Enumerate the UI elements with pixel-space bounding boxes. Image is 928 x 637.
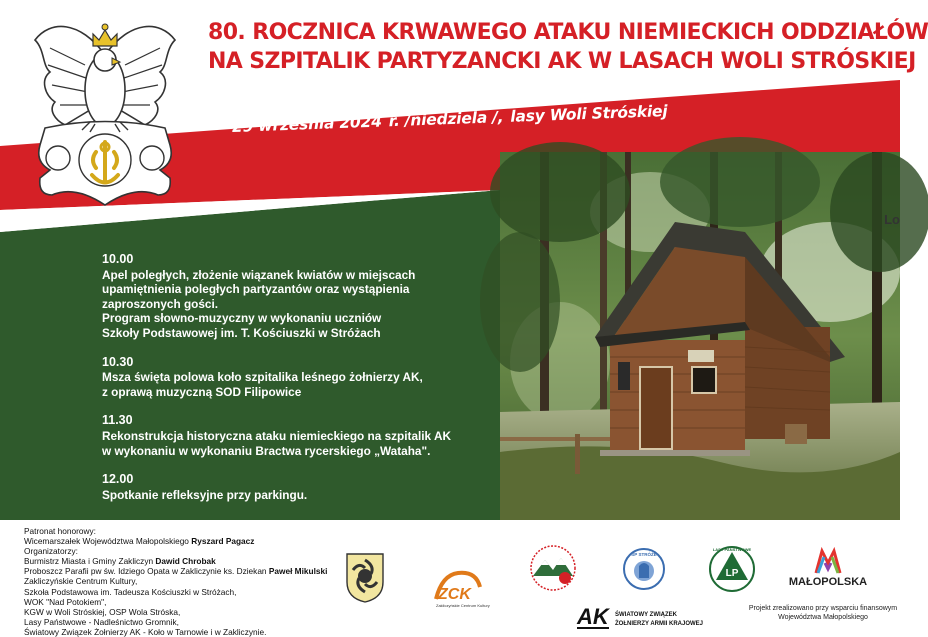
footer-line: WOK "Nad Potokiem",: [24, 596, 107, 607]
footer-line: Światowy Związek Żołnierzy AK - Koło w Tarnowie i w Zakliczynie.: [24, 626, 267, 637]
schedule-item: [102, 252, 497, 341]
lp-letters: LP: [725, 568, 739, 579]
schedule-line: Spotkanie refleksyjne przy parkingu.: [102, 487, 308, 502]
event-place: lasy Woli Stróskiej: [510, 102, 668, 126]
ak-letters: AK: [577, 604, 609, 629]
schedule-time: 10.30: [102, 354, 134, 369]
schedule-line: Apel poległych, złożenie wiązanek kwiatów w miejscach: [102, 267, 416, 282]
malopolska-text: MAŁOPOLSKA: [788, 576, 868, 588]
schedule-line: Rekonstrukcja historyczna ataku niemieckiego na szpitalik AK: [102, 428, 451, 443]
sp-stroze-logo-icon: [622, 544, 666, 594]
ak-line-2: ŻOŁNIERZY ARMII KRAJOWEJ: [615, 621, 704, 627]
schedule-item: [102, 472, 497, 502]
footer-line: Organizatorzy:: [24, 546, 78, 557]
organizers-list: [24, 526, 344, 637]
lasy-panstwowe-logo-icon: [708, 544, 756, 594]
project-note: [748, 604, 898, 622]
sp-logo-text: SP STRÓŻE: [631, 552, 657, 557]
title-line-1: 80. ROCZNICA KRWAWEGO ATAKU NIEMIECKICH ODDZIAŁÓW: [208, 20, 928, 45]
project-note-line: Projekt zrealizowano przy wsparciu finansowym: [748, 605, 898, 612]
schedule-time: 10.00: [102, 252, 134, 266]
wok-nad-potokiem-logo-icon: [525, 544, 581, 592]
schedule-line: zaproszonych gości.: [102, 296, 219, 311]
event-date: 29 września 2024: [231, 112, 383, 136]
schedule-item: [102, 413, 497, 458]
footer-line: Patronat honorowy:: [24, 526, 96, 536]
schedule-line: z oprawą muzyczną SOD Filipowice: [102, 384, 302, 399]
project-note-line: Województwa Małopolskiego: [778, 614, 868, 621]
footer-line: Proboszcz Parafii pw św. Idziego Opata w Zakliczynie ks. Dziekan Paweł Mikulski: [24, 566, 328, 577]
ak-line-1: ŚWIATOWY ZWIĄZEK: [615, 612, 677, 618]
eagle-emblem-icon: [20, 10, 190, 215]
zck-subtitle: Zakliczyńskie Centrum Kultury: [436, 603, 490, 608]
swiatowy-zwiazek-ak-logo-icon: [575, 604, 715, 634]
poster-title: [208, 18, 928, 76]
schedule-line: w wykonaniu w wykonaniu Bractwa rycerskiego „Wataha".: [102, 443, 431, 458]
schedule-line: upamiętnienia poległych partyzantów oraz wystąpienia: [102, 282, 410, 297]
schedule-line: Msza święta polowa koło szpitalika leśnego żołnierzy AK,: [102, 370, 423, 385]
photo-cut-text: Lo: [884, 212, 900, 227]
cabin-photo: [500, 152, 900, 520]
footer-line: Lasy Państwowe - Nadleśnictwo Gromnik,: [24, 616, 179, 627]
schedule-time: 11.30: [102, 413, 133, 428]
title-line-2: NA SZPITALIK PARTYZANCKI AK W LASACH WOLI STRÓSKIEJ: [208, 49, 916, 74]
zakliczyn-coat-of-arms-icon: [345, 552, 385, 604]
footer-line: Szkoła Podstawowa im. Tadeusza Kościuszki w Stróżach,: [24, 586, 237, 597]
footer-line: Zakliczyńskie Centrum Kultury,: [24, 576, 138, 587]
footer-line: Wicemarszałek Województwa Małopolskiego Ryszard Pagacz: [24, 536, 255, 547]
zck-logo-icon: [432, 567, 490, 609]
schedule-item: [102, 355, 497, 400]
schedule-line: Szkoły Podstawowej im. T. Kościuszki w Stróżach: [102, 325, 381, 340]
footer-line: KGW w Woli Stróskiej, OSP Wola Stróska,: [24, 606, 181, 617]
footer-line: Burmistrz Miasta i Gminy Zakliczyn Dawid Chrobak: [24, 556, 216, 567]
schedule-time: 12.00: [102, 472, 134, 487]
svg-text:ZCK: ZCK: [438, 586, 471, 603]
lp-top-text: LASY PAŃSTWOWE: [712, 547, 752, 552]
malopolska-logo-icon: [778, 545, 878, 589]
schedule-line: Program słowno-muzyczny w wykonaniu uczniów: [102, 311, 382, 326]
event-day: r. /niedziela /,: [388, 108, 504, 131]
event-schedule: [102, 252, 497, 516]
